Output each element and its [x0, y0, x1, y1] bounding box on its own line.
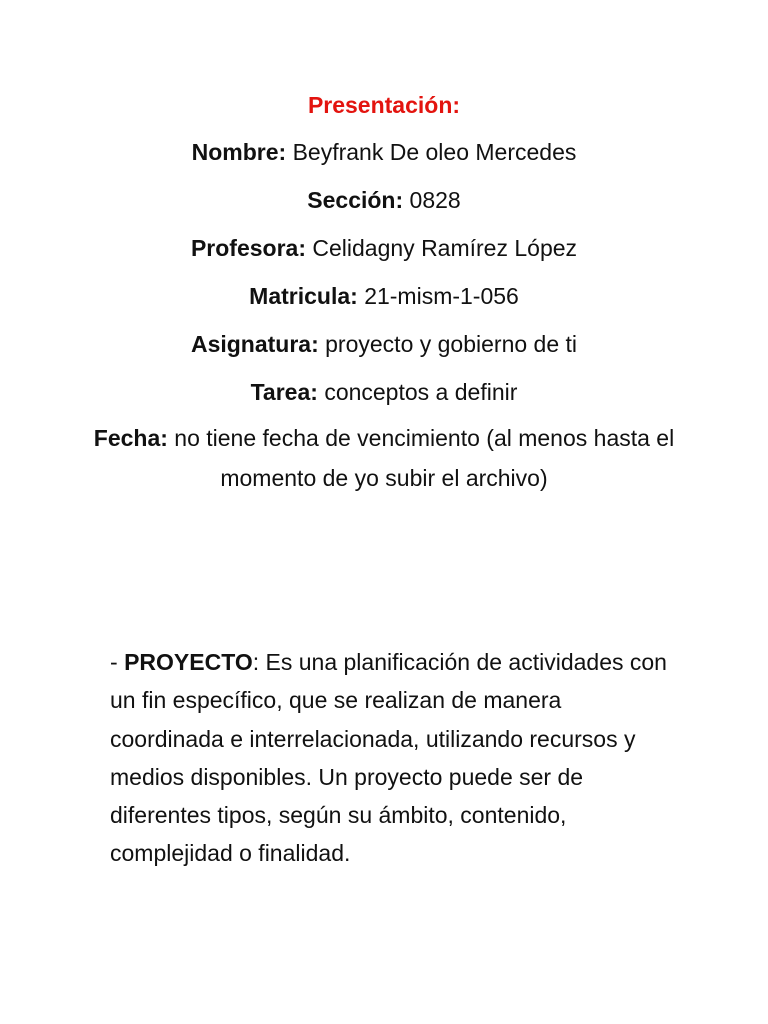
cover-block — [60, 86, 708, 498]
field-nombre — [60, 128, 708, 176]
field-label: Fecha: — [93, 425, 175, 451]
field-label: Profesora: — [190, 235, 313, 261]
definition-text: : Es una planificación de actividades con un fin específico, que se realizan de manera coordinada e interrelacionada, utilizando recursos y medios disponibles. Un proyecto puede ser de diferentes tipos, según su ámbito, contenido, complejidad o finalidad. — [110, 649, 667, 867]
field-label: Sección: — [307, 187, 410, 213]
field-value: proyecto y gobierno de ti — [325, 331, 578, 357]
field-matricula — [60, 272, 708, 320]
field-value: 21-mism-1-056 — [364, 283, 519, 309]
field-label: Asignatura: — [190, 331, 326, 357]
field-fecha — [60, 416, 708, 498]
field-label: Tarea: — [250, 379, 325, 405]
field-tarea — [60, 368, 708, 416]
field-seccion — [60, 176, 708, 224]
field-profesora — [60, 224, 708, 272]
presentation-title: Presentación: — [307, 92, 461, 118]
field-value: Celidagny Ramírez López — [312, 235, 578, 261]
field-value: 0828 — [409, 187, 461, 213]
field-value: Beyfrank De oleo Mercedes — [292, 139, 577, 165]
field-label: Matricula: — [249, 283, 365, 309]
bullet-dash: - — [110, 649, 125, 675]
field-value: conceptos a definir — [324, 379, 518, 405]
definition-paragraph — [110, 643, 670, 873]
field-label: Nombre: — [191, 139, 293, 165]
definition-term: PROYECTO — [124, 649, 253, 675]
field-value: no tiene fecha de vencimiento (al menos hasta el momento de yo subir el archivo) — [174, 425, 675, 491]
field-asignatura — [60, 320, 708, 368]
